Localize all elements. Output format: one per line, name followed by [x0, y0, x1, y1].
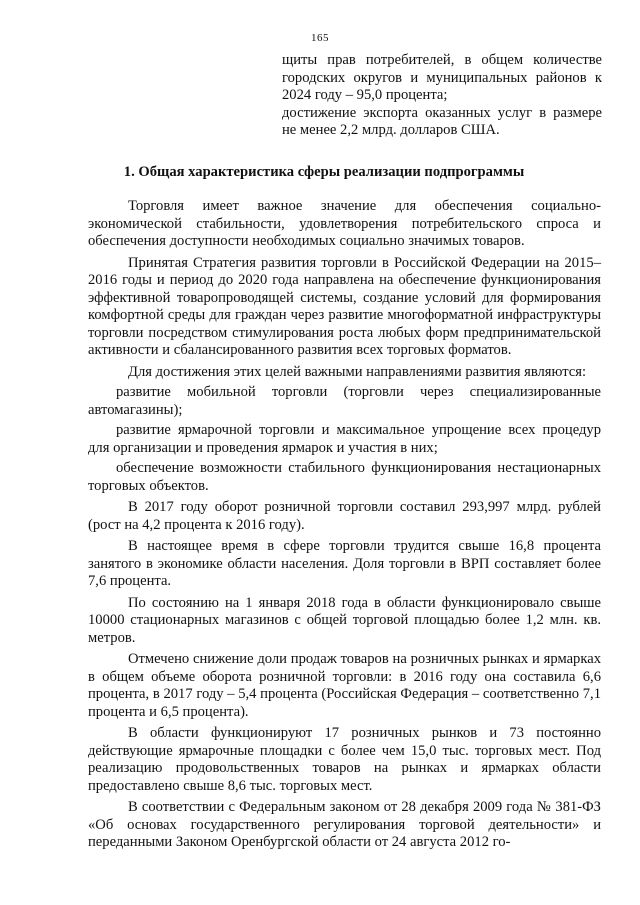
list-item-export: достижение экспорта оказанных услуг в размере не менее 2,2 млрд. долларов США. — [282, 104, 602, 139]
paragraph: В соответствии с Федеральным законом от 28 декабря 2009 года № 381-ФЗ «Об основах государственного регулирования торговой деятельности» и переданными Законом Оренбургской области от 24 августа 2012 го- — [88, 799, 601, 850]
paragraph: Принятая Стратегия развития торговли в Российской Федерации на 2015–2016 годы и период до 2020 года направлена на обеспечение функционирования эффективной товаропроводящей системы, создание условий для формирования комфортной среды для граждан через развитие многоформатной инфраструктуры торговли посредством стимулирования роста любых форм предпринимательской активности и сбалансированного развития всех торговых форматов. — [88, 254, 601, 358]
paragraph: Торговля имеет важное значение для обеспечения социально-экономической стабильности, удовлетворения потребительского спроса и обеспечения доступности необходимых социально значимых товаров. — [88, 198, 601, 249]
paragraph: Отмечено снижение доли продаж товаров на розничных рынках и ярмарках в общем объеме оборота розничной торговли: в 2016 году она составила 6,6 процента, в 2017 году – 5,4 процента (Российская Федерация – соответственно 7,1 процента и 6,5 процента). — [88, 651, 601, 720]
page-number: 165 — [311, 32, 329, 44]
list-item-continued: щиты прав потребителей, в общем количестве городских округов и муниципальных районов к 2024 году – 95,0 процента; — [282, 52, 602, 104]
list-item: обеспечение возможности стабильного функционирования нестационарных торговых объектов. — [88, 460, 601, 494]
paragraph: В 2017 году оборот розничной торговли составил 293,997 млрд. рублей (рост на 4,2 процента к 2016 году). — [88, 499, 601, 533]
list-item: развитие ярмарочной торговли и максимальное упрощение всех процедур для организации и проведения ярмарок и участия в них; — [88, 422, 601, 456]
section-title: 1. Общая характеристика сферы реализации подпрограммы — [123, 164, 525, 180]
paragraph: В настоящее время в сфере торговли трудится свыше 16,8 процента занятого в экономике области населения. Доля торговли в ВРП составляет более 7,6 процента. — [88, 538, 601, 589]
list-item: развитие мобильной торговли (торговли через специализированные автомагазины); — [88, 384, 601, 418]
paragraph: По состоянию на 1 января 2018 года в области функционировало свыше 10000 стационарных магазинов с общей торговой площадью более 1,2 млн. кв. метров. — [88, 594, 601, 646]
continued-list-block — [282, 52, 602, 140]
body-text — [88, 198, 601, 856]
paragraph: Для достижения этих целей важными направлениями развития являются: — [128, 363, 587, 380]
paragraph: В области функционируют 17 розничных рынков и 73 постоянно действующие ярмарочные площадки с более чем 15,0 тыс. торговых мест. Под реализацию продовольственных товаров на рынках и ярмарках области предоставлено свыше 8,6 тыс. торговых мест. — [88, 725, 601, 794]
